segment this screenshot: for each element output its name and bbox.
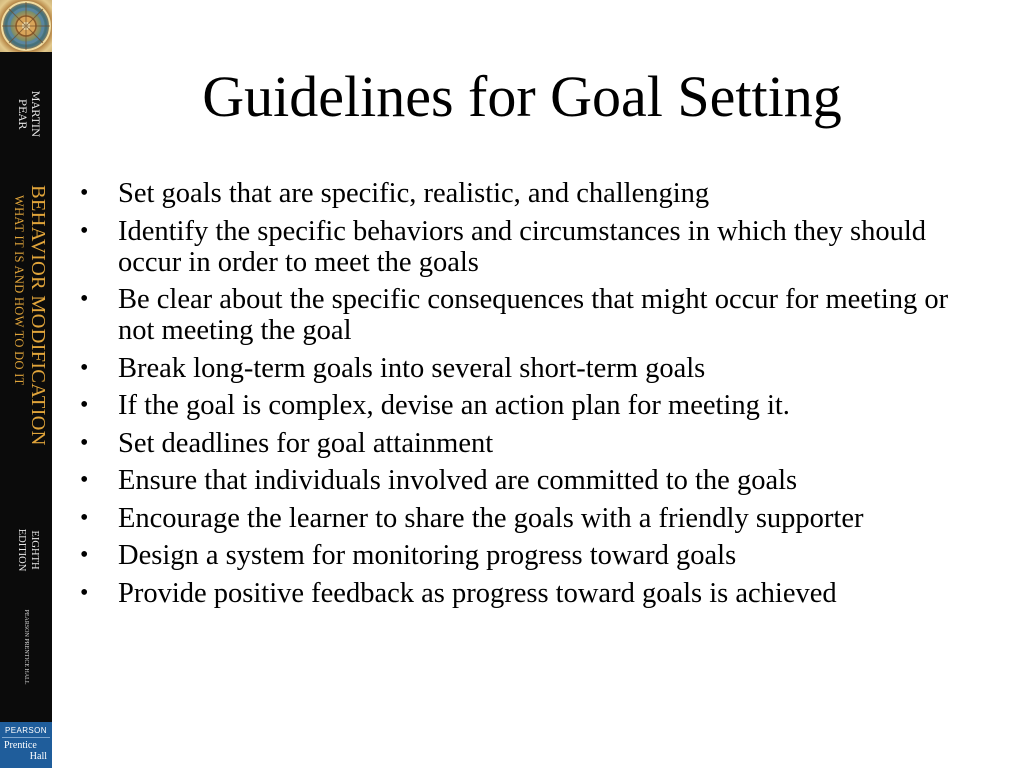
bullet-item (78, 428, 978, 459)
spine-book-subtitle: WHAT IT IS AND HOW TO DO IT (12, 195, 26, 386)
bullet-icon: • (80, 467, 89, 493)
bullet-icon: • (80, 579, 89, 606)
book-spine-sidebar (0, 0, 52, 768)
publisher-line-1: Prentice (4, 740, 37, 751)
spine-author-1: MARTIN (29, 90, 41, 138)
bullet-item (78, 578, 978, 609)
spine-title-block (0, 185, 52, 495)
bullet-text: Identify the specific behaviors and circumstances in which they should occur in order to meet the goals (118, 215, 927, 278)
bullet-icon: • (80, 286, 89, 312)
bullet-text: Provide positive feedback as progress toward goals is achieved (118, 577, 837, 609)
bullet-item (78, 540, 978, 571)
publisher-label: PEARSON (2, 722, 50, 738)
bullet-icon: • (80, 180, 89, 206)
bullet-icon: • (80, 217, 89, 244)
publisher-line-2: Hall (29, 751, 47, 762)
bullet-text: If the goal is complex, devise an action plan for meeting it. (118, 390, 790, 421)
bullet-item (78, 503, 978, 534)
bullet-text: Set goals that are specific, realistic, and challenging (118, 178, 710, 209)
slide-title: Guidelines for Goal Setting (202, 64, 842, 129)
spine-authors (11, 84, 41, 144)
bullet-text: Be clear about the specific consequences that might occur for meeting or not meeting the goal (118, 284, 949, 346)
spine-book-title-main: BEHAVIOR MODIFICATION (27, 185, 49, 446)
bullet-icon: • (80, 504, 89, 531)
spine-imprint: PEARSON PRENTICE HALL (23, 609, 29, 685)
spine-book-title (2, 185, 50, 495)
bullet-icon: • (80, 542, 89, 568)
spine-edition-line-2: EDITION (16, 528, 27, 572)
mandala-icon (0, 0, 52, 52)
bullet-item (78, 284, 978, 346)
bullet-text: Ensure that individuals involved are committed to the goals (118, 465, 798, 496)
bullet-icon: • (80, 429, 89, 456)
spine-edition (11, 520, 41, 580)
bullet-text: Design a system for monitoring progress toward goals (118, 540, 737, 571)
bullet-text: Set deadlines for goal attainment (118, 427, 494, 459)
bullet-text: Break long-term goals into several short-term goals (118, 352, 706, 384)
publisher-logo (0, 722, 52, 768)
bullet-item (78, 178, 978, 209)
spine-author-2: PEAR (16, 98, 28, 130)
bullet-list (78, 178, 978, 615)
bullet-item (78, 216, 978, 278)
spine-edition-line-1: EIGHTH (29, 530, 40, 570)
bullet-item (78, 465, 978, 496)
bullet-item (78, 353, 978, 384)
bullet-text: Encourage the learner to share the goals with a friendly supporter (118, 502, 864, 534)
bullet-icon: • (80, 354, 89, 381)
bullet-icon: • (80, 392, 89, 418)
bullet-item (78, 390, 978, 421)
